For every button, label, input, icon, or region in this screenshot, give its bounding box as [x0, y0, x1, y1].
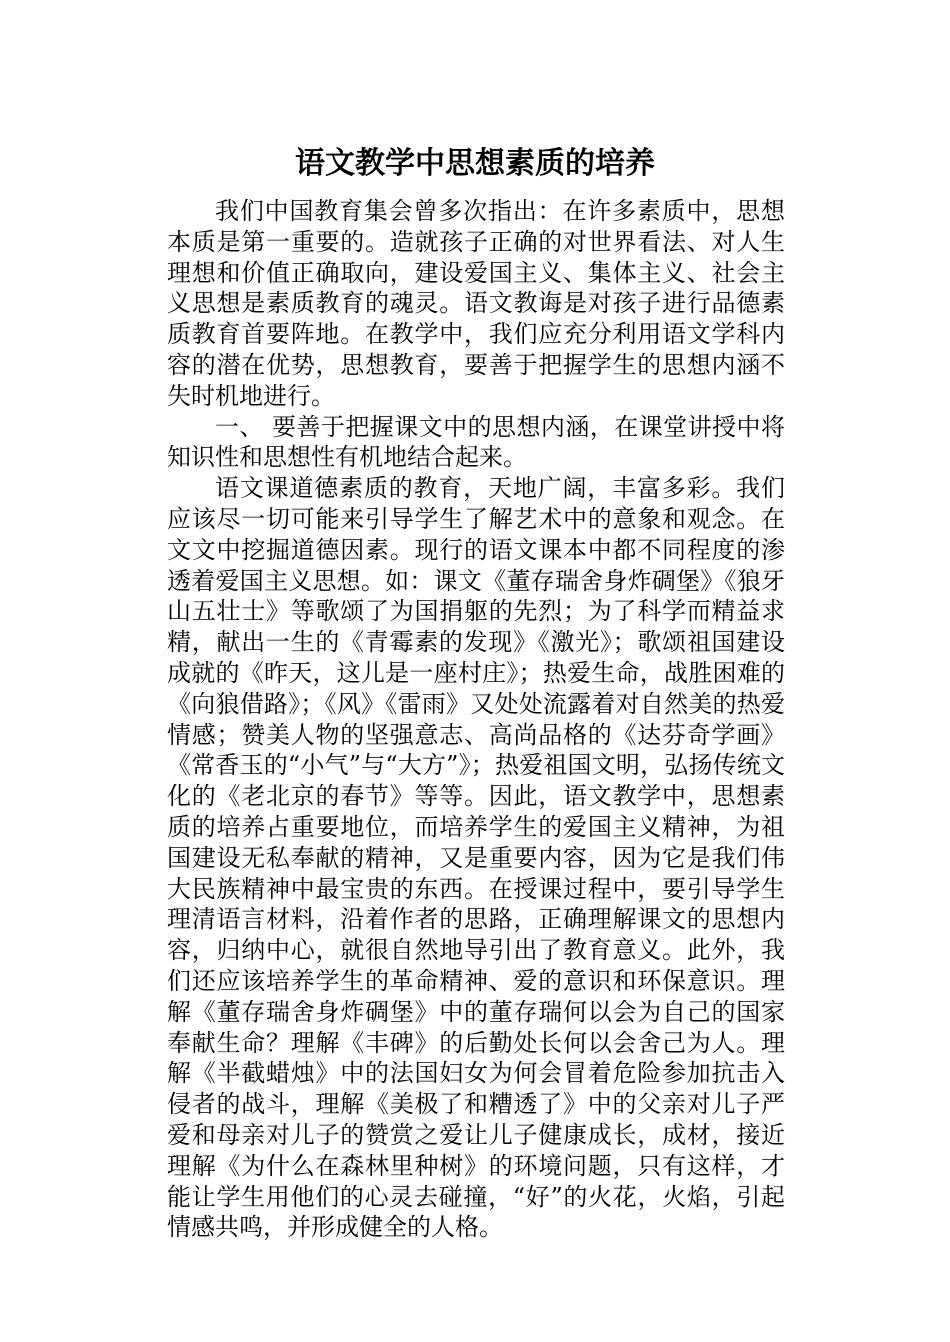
document-title: 语文教学中思想素质的培养: [295, 146, 655, 181]
paragraph-main: 语文课道德素质的教育，天地广阔，丰富多彩。我们应该尽一切可能来引导学生了解艺术中的意象和观念。在文文中挖掘道德因素。现行的语文课本中都不同程度的渗透着爱国主义思想。如：课文《董存瑞舍身炸碉堡》《狼牙山五壮士》等歌颂了为国捐躯的先烈；为了科学而精益求精，献出一生的《青霉素的发现》《激光》；歌颂祖国建设成就的《昨天，这儿是一座村庄》；热爱生命，战胜困难的 《向狼借路》；《风》《雷雨》又处处流露着对自然美的热爱情感；赞美人物的坚强意志、高尚品格的《达芬奇学画》《常香玉的“小气”与“大方”》；热爱祖国文明，弘扬传统文化的《老北京的春节》等等。因此，语文教学中，思想素质的培养占重要地位，而培养学生的爱国主义精神，为祖国建设无私奉献的精神，又是重要内容，因为它是我们伟大民族精神中最宝贵的东西。在授课过程中，要引导学生理清语言材料，沿着作者的思路，正确理解课文的思想内容，归纳中心，就很自然地导引出了教育意义。此外，我们还应该培养学生的革命精神、爱的意识和环保意识。理解《董存瑞舍身炸碉堡》中的董存瑞何以会为自己的国家奉献生命？理解《丰碑》的后勤处长何以会舍己为人。理解《半截蜡烛》中的法国妇女为何会冒着危险参加抗击入侵者的战斗，理解《美极了和糟透了》中的父亲对儿子严爱和母亲对儿子的赞赏之爱让儿子健康成长，成材，接近理解《为什么在森林里种树》的环境问题，只有这样，才能让学生用他们的心灵去碰撞，“好”的火花，火焰，引起情感共鸣，并形成健全的人格。: [167, 474, 785, 1242]
paragraph-intro: 我们中国教育集会曾多次指出：在许多素质中，思想本质是第一重要的。造就孩子正确的对世界看法、对人生理想和价值正确取向，建设爱国主义、集体主义、社会主义思想是素质教育的魂灵。语文教诲是对孩子进行品德素质教育首要阵地。在教学中，我们应充分利用语文学科内容的潜在优势，思想教育，要善于把握学生的思想内涵不失时机地进行。: [167, 197, 785, 410]
document-body: [167, 196, 785, 1243]
paragraph-heading-one: 一、 要善于把握课文中的思想内涵，在课堂讲授中将知识性和思想性有机地结合起来。: [167, 412, 785, 472]
